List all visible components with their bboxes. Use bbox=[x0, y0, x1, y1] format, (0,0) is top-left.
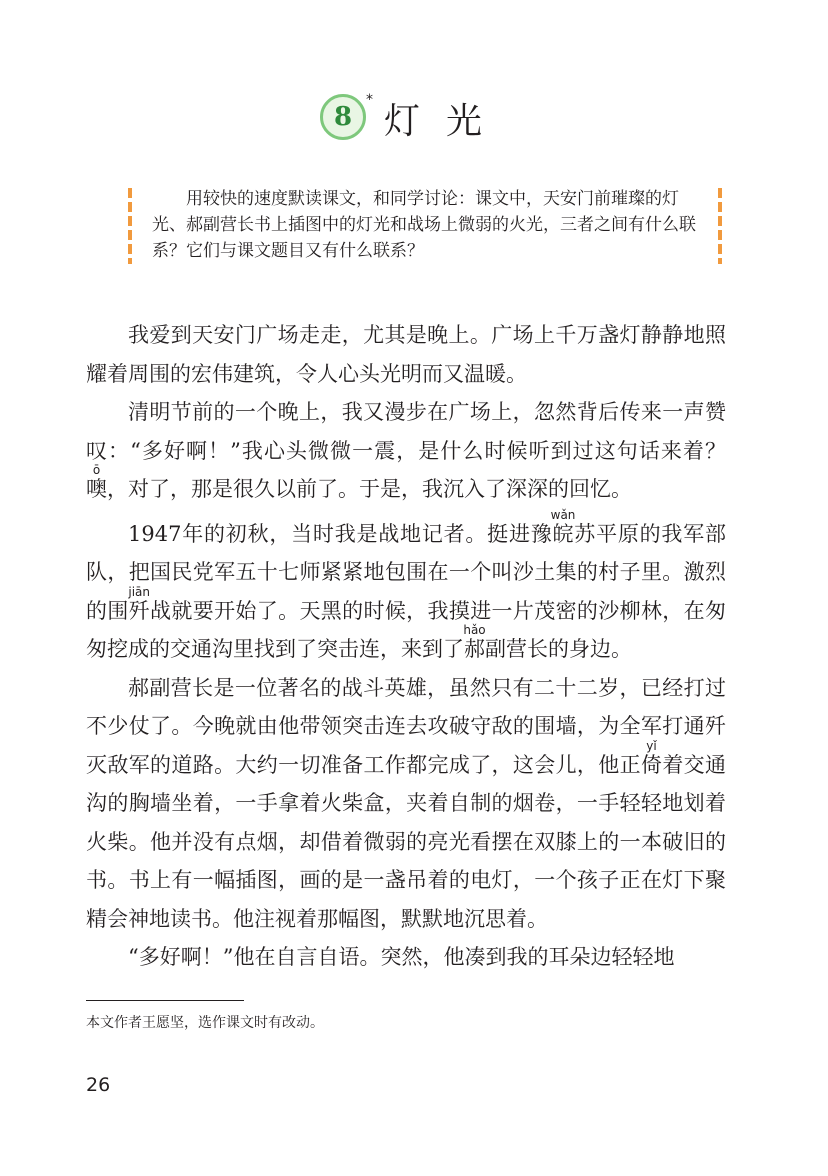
footnote-divider bbox=[86, 1000, 244, 1001]
pinyin: hǎo bbox=[463, 623, 486, 637]
pinyin: yǐ bbox=[640, 738, 662, 753]
lesson-title-row bbox=[0, 88, 828, 148]
prompt-right-bar bbox=[718, 188, 722, 264]
annotated-char: 倚 bbox=[640, 752, 663, 777]
annotated-char: 歼 bbox=[128, 598, 151, 623]
pinyin-annotation-yi bbox=[640, 738, 663, 777]
reading-prompt-box bbox=[128, 186, 722, 266]
lesson-body bbox=[86, 316, 726, 977]
pinyin-annotation-o bbox=[86, 463, 107, 501]
lesson-number: 8 bbox=[320, 94, 366, 140]
page-number: 26 bbox=[86, 1074, 111, 1096]
pinyin: jiān bbox=[128, 584, 151, 599]
paragraph-4 bbox=[86, 669, 726, 939]
paragraph-2 bbox=[86, 393, 726, 509]
paragraph-3-part-d: 副营长的身边。 bbox=[485, 637, 632, 661]
prompt-left-bar bbox=[128, 188, 132, 264]
reading-prompt-text: 用较快的速度默读课文，和同学讨论：课文中，天安门前璀璨的灯光、郝副营长书上插图中的灯光和战场上微弱的火光，三者之间有什么联系？它们与课文题目又有什么联系？ bbox=[152, 189, 696, 261]
pinyin-annotation-jian bbox=[128, 584, 151, 623]
paragraph-4-part-b: 着交通沟的胸墙坐着，一手拿着火柴盒，夹着自制的烟卷，一手轻轻地划着火柴。他并没有点烟，却借着微弱的亮光看摆在双膝上的一本破旧的书。书上有一幅插图，画的是一盏吊着的电灯，一个孩子正在灯下聚精会神地读书。他注视着那幅图，默默地沉思着。 bbox=[86, 752, 727, 931]
annotated-char: 皖 bbox=[550, 521, 576, 546]
paragraph-2-part-a: 清明节前的一个晚上，我又漫步在广场上，忽然背后传来一声赞叹：“多好啊！”我心头微微一震，是什么时候听到过这句话来着？ bbox=[86, 400, 726, 463]
paragraph-2-part-b: ，对了，那是很久以前了。于是，我沉入了深深的回忆。 bbox=[107, 477, 632, 501]
paragraph-3-part-a: 1947年的初秋，当时我是战地记者。挺进豫 bbox=[128, 521, 553, 546]
pinyin: wǎn bbox=[550, 507, 576, 522]
annotated-char: 郝 bbox=[463, 637, 486, 661]
paragraph-3-part-c: 战就要开始了。天黑的时候，我摸进一片茂密的沙柳林，在匆匆挖成的交通沟里找到了突击连，来到了 bbox=[86, 598, 726, 661]
annotated-char: 噢 bbox=[86, 477, 107, 501]
paragraph-4-part-a: 郝副营长是一位著名的战斗英雄，虽然只有二十二岁，已经打过不少仗了。今晚就由他带领突击连去攻破守敌的围墙，为全军打通歼灭敌军的道路。大约一切准备工作都完成了，这会儿，他正 bbox=[86, 675, 726, 777]
pinyin-annotation-wan bbox=[550, 507, 576, 546]
self-study-mark: * bbox=[365, 92, 373, 108]
pinyin-annotation-hao bbox=[463, 623, 486, 661]
paragraph-3 bbox=[86, 509, 726, 669]
page-title: 灯光 bbox=[383, 100, 508, 142]
paragraph-3-part-b: 苏平原的我军部队，把国民党军五十七师紧紧地包围在一个叫沙土集的村子里。激烈的围 bbox=[86, 521, 726, 623]
paragraph-1: 我爱到天安门广场走走，尤其是晚上。广场上千万盏灯静静地照耀着周围的宏伟建筑，令人心头光明而又温暖。 bbox=[86, 323, 726, 386]
paragraph-5: “多好啊！”他在自言自语。突然，他凑到我的耳朵边轻轻地 bbox=[128, 945, 675, 969]
pinyin: ō bbox=[86, 463, 107, 477]
lesson-number-badge bbox=[320, 92, 373, 142]
footnote: 本文作者王愿坚，选作课文时有改动。 bbox=[86, 1015, 324, 1031]
